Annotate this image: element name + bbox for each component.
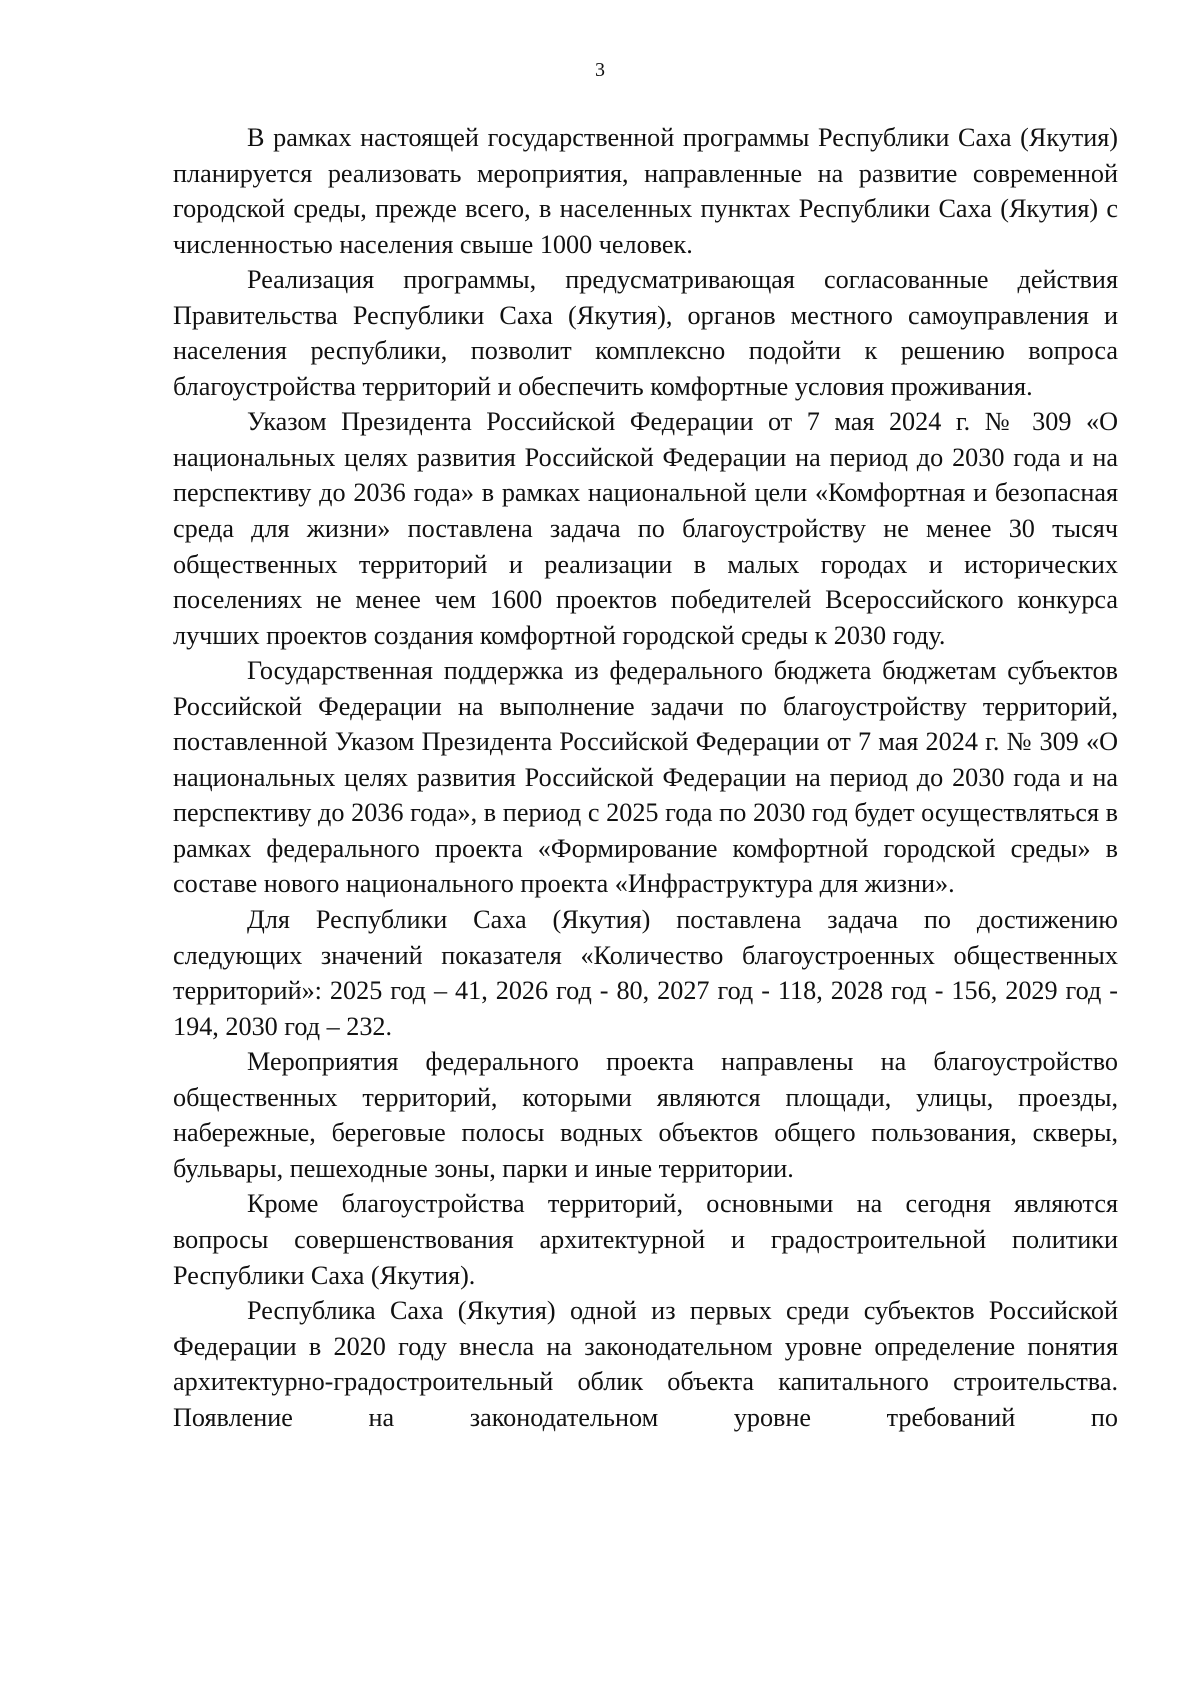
paragraph-3: Указом Президента Российской Федерации от 7 мая 2024 г. № 309 «О национальных целях развития Российской Федерации на период до 2030 года и на перспективу до 2036 года» в рамках национальной цели «Комфортная и безопасная среда для жизни» поставлена задача по благоустройству не менее 30 тысяч общественных территорий и реализации в малых городах и исторических поселениях не менее чем 1600 проектов победителей Всероссийского конкурса лучших проектов создания комфортной городской среды к 2030 году. [173, 407, 1118, 650]
paragraph-5: Для Республики Саха (Якутия) поставлена задача по достижению следующих значений показателя «Количество благоустроенных общественных территорий»: 2025 год – 41, 2026 год - 80, 2027 год - 118, 2028 год - 156, 2029 год - 194, 2030 год – 232. [173, 905, 1118, 1041]
document-body [173, 120, 1118, 1435]
paragraph-6: Мероприятия федерального проекта направлены на благоустройство общественных территорий, которыми являются площади, улицы, проезды, набережные, береговые полосы водных объектов общего пользования, скверы, бульвары, пешеходные зоны, парки и иные территории. [173, 1047, 1118, 1183]
paragraph-8: Республика Саха (Якутия) одной из первых среди субъектов Российской Федерации в 2020 году внесла на законодательном уровне определение понятия архитектурно-градостроительный облик объекта капитального строительства. Появление на законодательном уровне требований по [173, 1296, 1118, 1432]
paragraph-1: В рамках настоящей государственной программы Республики Саха (Якутия) планируется реализовать мероприятия, направленные на развитие современной городской среды, прежде всего, в населенных пунктах Республики Саха (Якутия) с численностью населения свыше 1000 человек. [173, 123, 1118, 259]
paragraph-2: Реализация программы, предусматривающая согласованные действия Правительства Республики Саха (Якутия), органов местного самоуправления и населения республики, позволит комплексно подойти к решению вопроса благоустройства территорий и обеспечить комфортные условия проживания. [173, 265, 1118, 401]
paragraph-4: Государственная поддержка из федерального бюджета бюджетам субъектов Российской Федерации на выполнение задачи по благоустройству территорий, поставленной Указом Президента Российской Федерации от 7 мая 2024 г. № 309 «О национальных целях развития Российской Федерации на период до 2030 года и на перспективу до 2036 года», в период с 2025 года по 2030 год будет осуществляться в рамках федерального проекта «Формирование комфортной городской среды» в составе нового национального проекта «Инфраструктура для жизни». [173, 656, 1118, 899]
page-number: 3 [595, 59, 605, 81]
paragraph-7: Кроме благоустройства территорий, основными на сегодня являются вопросы совершенствования архитектурной и градостроительной политики Республики Саха (Якутия). [173, 1189, 1118, 1290]
